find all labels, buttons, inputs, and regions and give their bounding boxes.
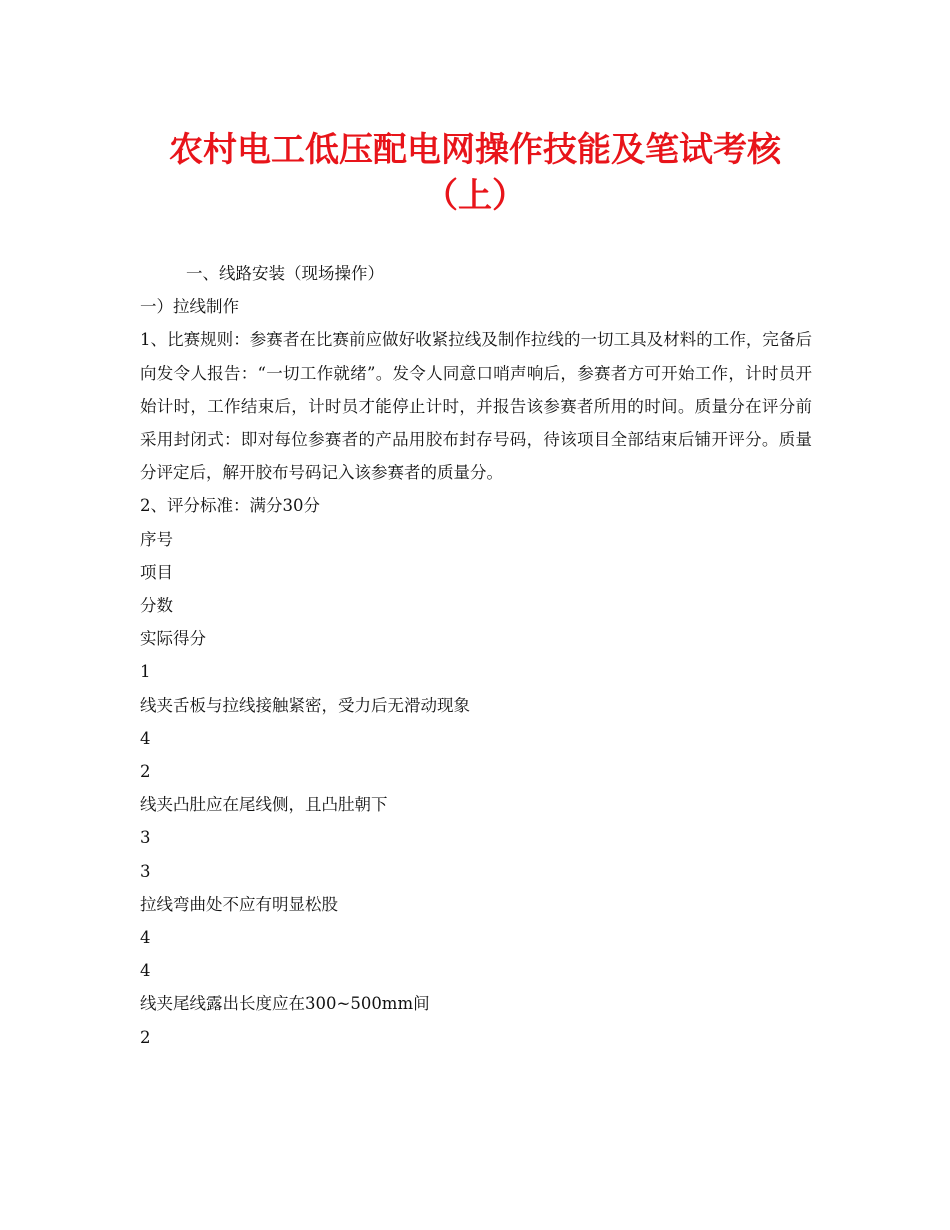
table-row-3-item: 拉线弯曲处不应有明显松股 (140, 894, 338, 914)
subsection-heading: 一）拉线制作 (140, 297, 239, 317)
document-body (140, 257, 812, 1054)
standard-heading: 2、评分标准：满分30分 (140, 496, 320, 516)
table-row-1-score: 4 (140, 728, 151, 748)
table-row-3-no: 3 (140, 861, 151, 881)
table-row-4-score: 2 (140, 1027, 151, 1047)
table-row-2-no: 2 (140, 762, 151, 782)
table-row-4-item: 线夹尾线露出长度应在300~500mm间 (140, 994, 430, 1014)
table-header-actual-score: 实际得分 (140, 629, 206, 649)
table-row-1-no: 1 (140, 662, 151, 682)
section-heading: 一、线路安装（现场操作） (186, 264, 384, 283)
document-title-line1: 农村电工低压配电网操作技能及笔试考核 (169, 130, 781, 170)
table-header-item: 项目 (140, 562, 173, 582)
table-header-score: 分数 (140, 596, 173, 616)
table-row-4-no: 4 (140, 961, 151, 981)
table-row-2-item: 线夹凸肚应在尾线侧，且凸肚朝下 (140, 795, 388, 815)
table-header-no: 序号 (140, 529, 173, 549)
table-row-1-item: 线夹舌板与拉线接触紧密，受力后无滑动现象 (140, 695, 470, 715)
table-row-3-score: 4 (140, 928, 151, 948)
table-row-2-score: 3 (140, 828, 151, 848)
document-title-line2: （上） (424, 176, 526, 216)
rules-paragraph: 1、比赛规则：参赛者在比赛前应做好收紧拉线及制作拉线的一切工具及材料的工作，完备后向发令人报告：“一切工作就绪”。发令人同意口哨声响后，参赛者方可开始工作，计时员开始计时，工作结束后，计时员才能停止计时，并报告该参赛者所用的时间。质量分在评分前采用封闭式：即对每位参赛者的产品用胶布封存号码，待该项目全部结束后铺开评分。质量分评定后，解开胶布号码记入该参赛者的质量分。 (140, 330, 812, 483)
